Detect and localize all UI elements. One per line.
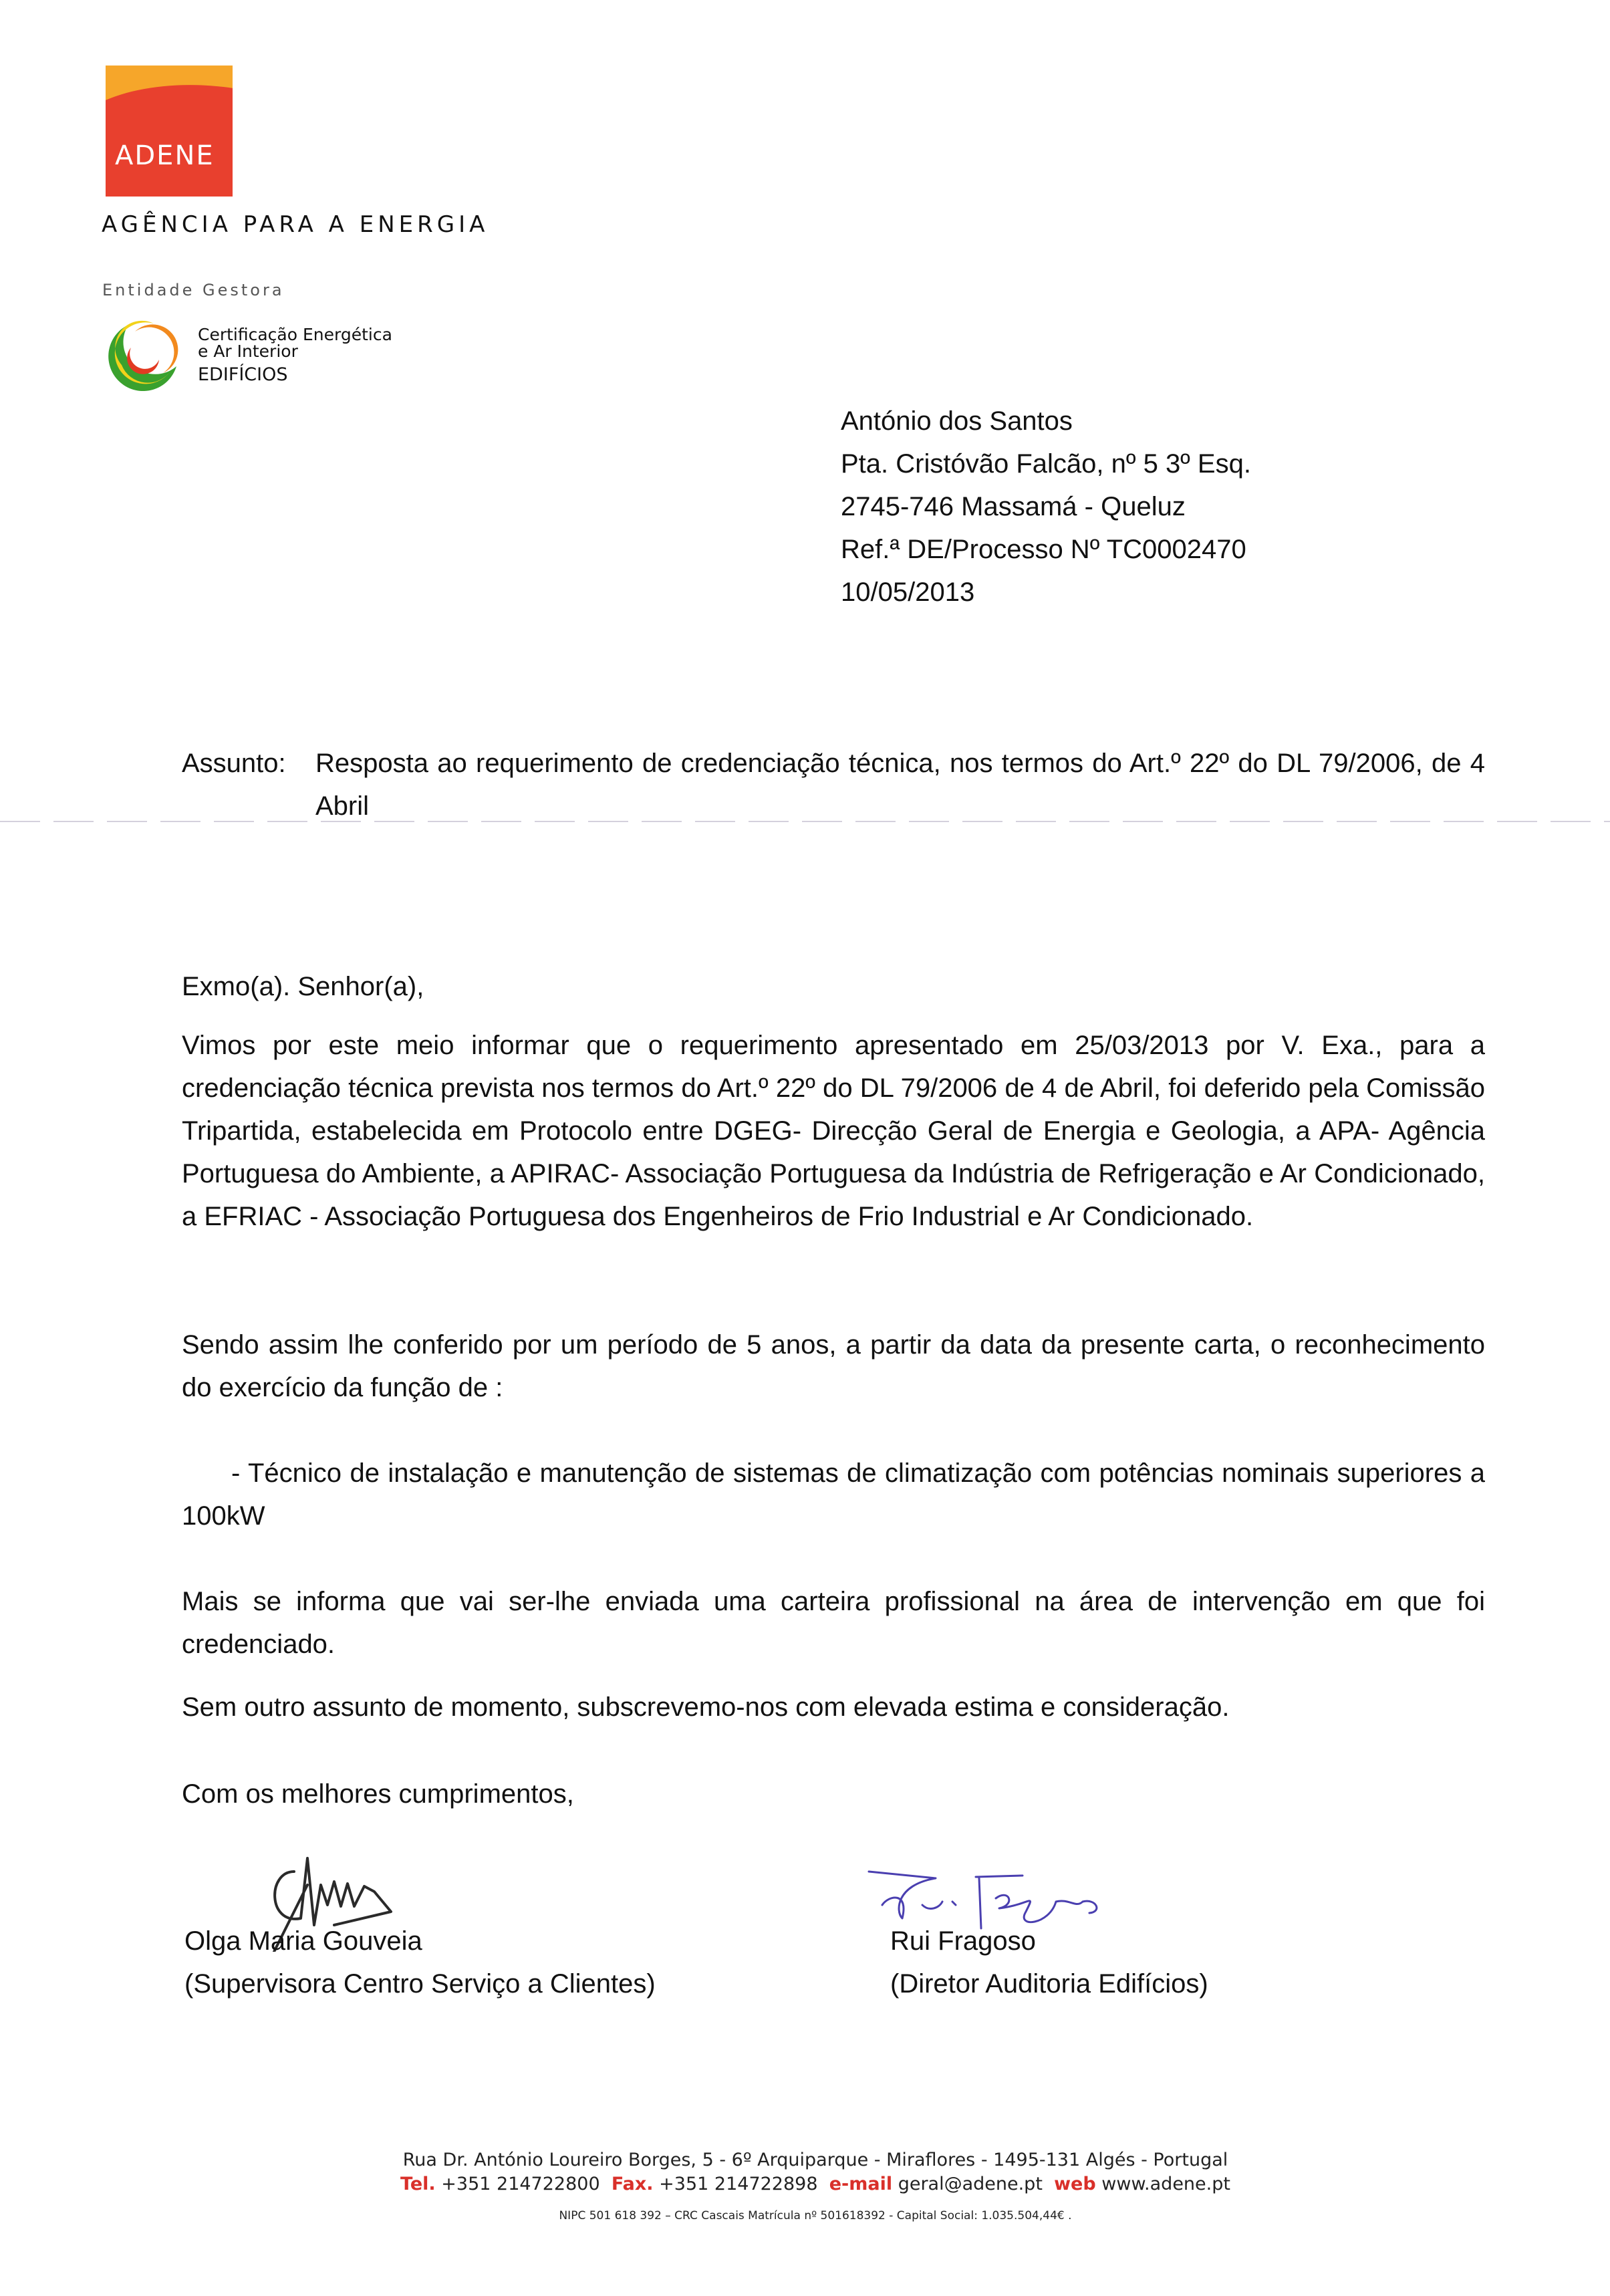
footer-contacts [361,2172,1270,2196]
closing: Com os melhores cumprimentos, [182,1779,574,1809]
subject-label: Assunto: [182,749,286,778]
web-label: web [1054,2174,1096,2194]
recipient-name: António dos Santos [841,406,1073,436]
letter-date: 10/05/2013 [841,578,975,607]
reference-number: Ref.ª DE/Processo Nº TC0002470 [841,535,1246,564]
agency-name: AGÊNCIA PARA A ENERGIA [102,211,489,238]
signatory-left [184,1920,656,2005]
subject-text: Resposta ao requerimento de credenciação técnica, nos termos do Art.º 22º do DL 79/2006, de 4 Abril [315,749,1485,821]
salutation: Exmo(a). Senhor(a), [182,972,424,1001]
cert-line-2: e Ar Interior [198,342,298,361]
signatory-left-name: Olga Maria Gouveia [184,1926,422,1956]
footer-address: Rua Dr. António Loureiro Borges, 5 - 6º Arquiparque - Miraflores - 1495-131 Algés - Portugal [402,2150,1228,2170]
signatory-left-role: (Supervisora Centro Serviço a Clientes) [184,1969,656,1999]
footer-legal: NIPC 501 618 392 – CRC Cascais Matrícula nº 501618392 - Capital Social: 1.035.504,44€ . [559,2209,1072,2222]
paper-fold-line [0,821,1610,822]
footer [361,2148,1270,2226]
paragraph-card: Mais se informa que vai ser-lhe enviada uma carteira profissional na área de intervenção em que foi credenciado. [182,1587,1485,1659]
paragraph-decision: Vimos por este meio informar que o requerimento apresentado em 25/03/2013 por V. Exa., para a credenciação técnica prevista nos termos do Art.º 22º do DL 79/2006 de 4 de Abril, foi deferido pela Comissão Tripartida, estabelecida em Protocolo entre DGEG- Direcção Geral de Energia e Geologia, a APA- Agência Portuguesa do Ambiente, a APIRAC- Associação Portuguesa da Indústria de Refrigeração e Ar Condicionado, a EFRIAC - Associação Portuguesa dos Engenheiros de Frio Industrial e Ar Condicionado. [182,1031,1485,1231]
recipient-street: Pta. Cristóvão Falcão, nº 5 3º Esq. [841,449,1251,479]
recipient-address-block [841,400,1251,614]
signatory-right [890,1920,1208,2005]
recipient-postal: 2745-746 Massamá - Queluz [841,492,1186,521]
fax-value: +351 214722898 [659,2174,818,2194]
signatory-right-role: (Diretor Auditoria Edifícios) [890,1969,1208,1999]
paragraph-regards: Sem outro assunto de momento, subscrevemo-nos com elevada estima e consideração. [182,1692,1230,1722]
entidade-gestora-label: Entidade Gestora [102,281,285,299]
web-value[interactable]: www.adene.pt [1101,2174,1230,2194]
adene-logo [106,66,233,197]
certification-swirl-icon [102,318,182,398]
logo-text: ADENE [115,140,215,171]
cert-line-1: Certificação Energética [198,325,392,344]
paragraph-function: - Técnico de instalação e manutenção de sistemas de climatização com potências nominais superiores a 100kW [182,1458,1485,1531]
cert-line-3: EDIFÍCIOS [198,364,288,385]
tel-label: Tel. [400,2174,436,2194]
email-value[interactable]: geral@adene.pt [898,2174,1043,2194]
paragraph-recognition: Sendo assim lhe conferido por um período de 5 anos, a partir da data da presente carta, o reconhecimento do exercício da função de : [182,1330,1485,1402]
certification-text [198,326,392,383]
email-label: e-mail [829,2174,893,2194]
fax-label: Fax. [611,2174,654,2194]
signatory-right-name: Rui Fragoso [890,1926,1036,1956]
tel-value: +351 214722800 [441,2174,600,2194]
logo-red-curve [106,76,233,197]
